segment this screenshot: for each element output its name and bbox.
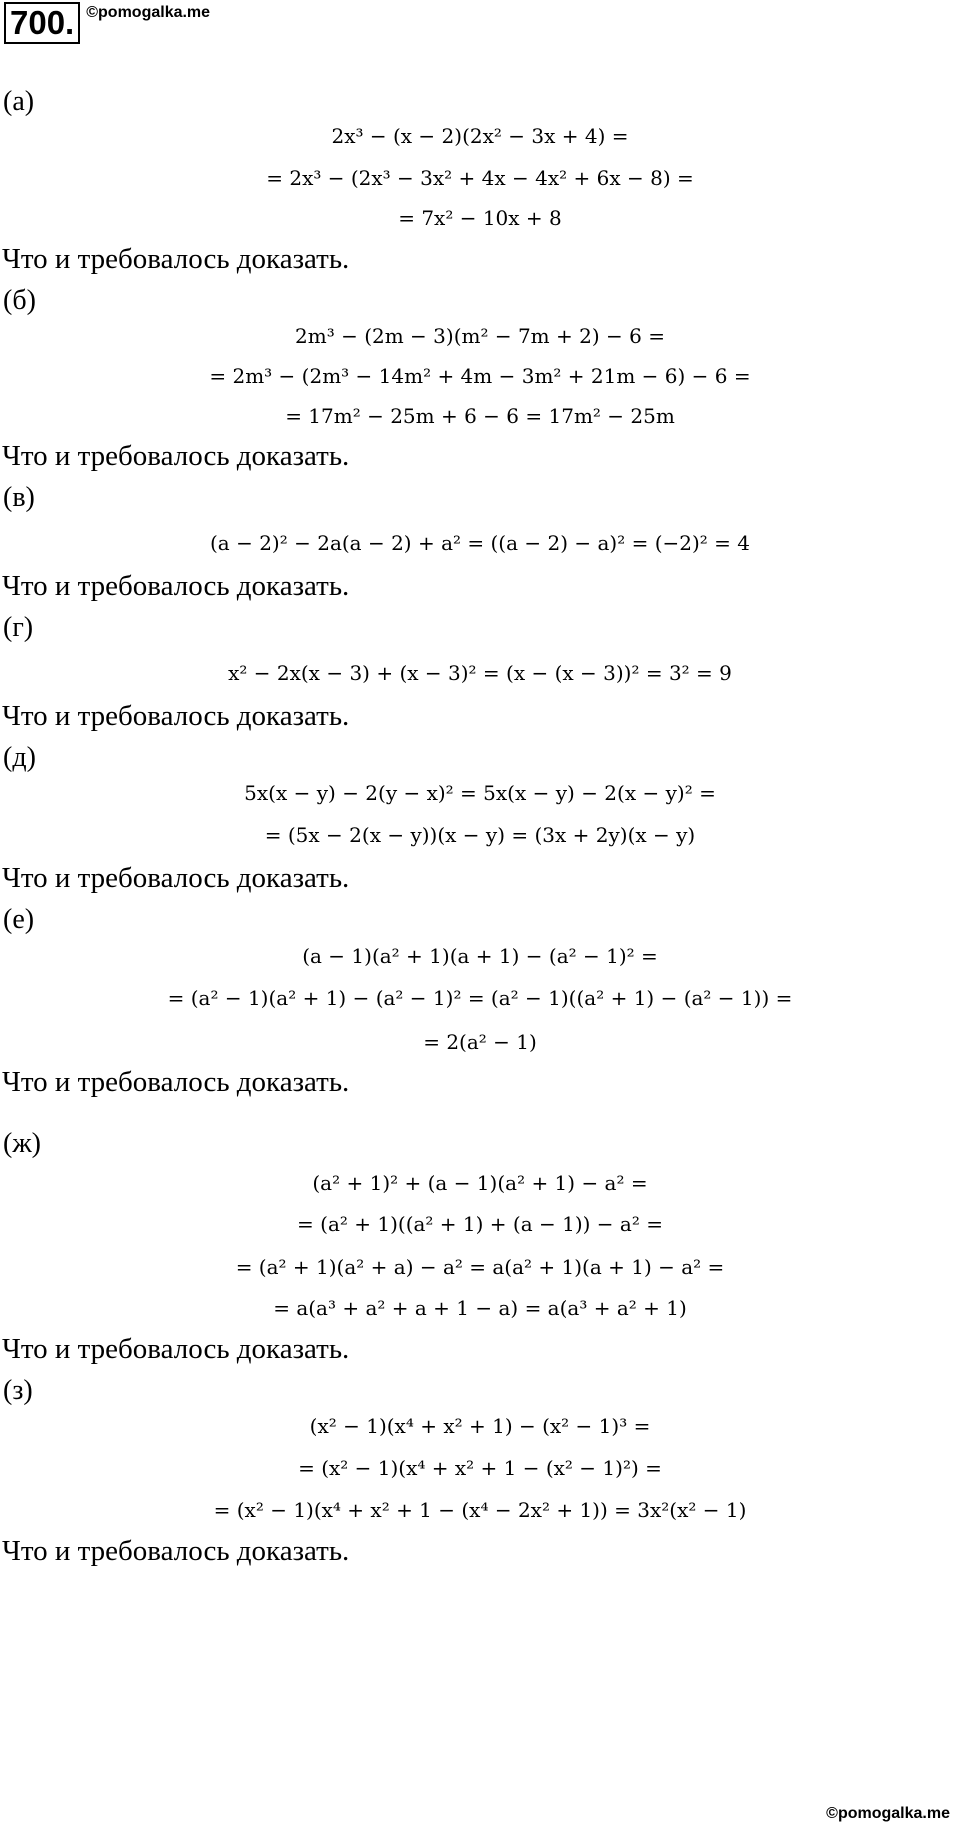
part-label-a: (а) xyxy=(3,86,35,117)
part-label-b: (б) xyxy=(3,285,36,316)
equation-line: (a² + 1)² + (a − 1)(a² + 1) − a² = xyxy=(312,1171,648,1195)
part-label-zh: (ж) xyxy=(3,1128,41,1159)
conclusion-text: Что и требовалось доказать. xyxy=(2,1066,350,1098)
equation-line: = (x² − 1)(x⁴ + x² + 1 − (x² − 1)²) = xyxy=(298,1456,662,1480)
watermark-top: ©pomogalka.me xyxy=(86,4,211,21)
conclusion-text: Что и требовалось доказать. xyxy=(2,700,350,732)
equation-line: = a(a³ + a² + a + 1 − a) = a(a³ + a² + 1) xyxy=(273,1296,687,1320)
part-label-v: (в) xyxy=(3,482,35,513)
equation-line: = (5x − 2(x − y))(x − y) = (3x + 2y)(x − y) xyxy=(264,823,696,847)
equation-line: = 17m² − 25m + 6 − 6 = 17m² − 25m xyxy=(285,404,675,428)
equation-line: x² − 2x(x − 3) + (x − 3)² = (x − (x − 3))² = 3² = 9 xyxy=(228,661,732,685)
equation-line: (x² − 1)(x⁴ + x² + 1) − (x² − 1)³ = xyxy=(309,1414,651,1438)
equation-line: 2x³ − (x − 2)(2x² − 3x + 4) = xyxy=(331,124,629,148)
conclusion-text: Что и требовалось доказать. xyxy=(2,1535,350,1567)
equation-line: = (a² + 1)(a² + a) − a² = a(a² + 1)(a + 1) − a² = xyxy=(235,1255,725,1279)
equation-line: 2m³ − (2m − 3)(m² − 7m + 2) − 6 = xyxy=(295,324,665,348)
conclusion-text: Что и требовалось доказать. xyxy=(2,243,350,275)
part-label-g: (г) xyxy=(3,612,34,643)
equation-line: = 2(a² − 1) xyxy=(423,1030,537,1054)
part-label-z: (з) xyxy=(3,1375,33,1406)
equation-line: = 2x³ − (2x³ − 3x² + 4x − 4x² + 6x − 8) = xyxy=(266,166,694,190)
part-label-d: (д) xyxy=(3,742,36,773)
equation-line: = 2m³ − (2m³ − 14m² + 4m − 3m² + 21m − 6) − 6 = xyxy=(209,364,751,388)
problem-number: 700. xyxy=(4,2,80,44)
equation-line: = (x² − 1)(x⁴ + x² + 1 − (x⁴ − 2x² + 1)) = 3x²(x² − 1) xyxy=(213,1498,747,1522)
equation-line: = (a² + 1)((a² + 1) + (a − 1)) − a² = xyxy=(297,1212,663,1236)
header xyxy=(4,2,210,44)
part-label-e: (е) xyxy=(3,904,35,935)
watermark-bottom: ©pomogalka.me xyxy=(826,1805,950,1822)
equation-line: = 7x² − 10x + 8 xyxy=(398,206,562,230)
equation-line: 5x(x − y) − 2(y − x)² = 5x(x − y) − 2(x − y)² = xyxy=(244,781,716,805)
conclusion-text: Что и требовалось доказать. xyxy=(2,1333,350,1365)
conclusion-text: Что и требовалось доказать. xyxy=(2,862,350,894)
conclusion-text: Что и требовалось доказать. xyxy=(2,570,350,602)
equation-line: = (a² − 1)(a² + 1) − (a² − 1)² = (a² − 1)((a² + 1) − (a² − 1)) = xyxy=(167,986,793,1010)
conclusion-text: Что и требовалось доказать. xyxy=(2,440,350,472)
equation-line: (a − 1)(a² + 1)(a + 1) − (a² − 1)² = xyxy=(302,944,658,968)
equation-line: (a − 2)² − 2a(a − 2) + a² = ((a − 2) − a)² = (−2)² = 4 xyxy=(210,531,750,555)
